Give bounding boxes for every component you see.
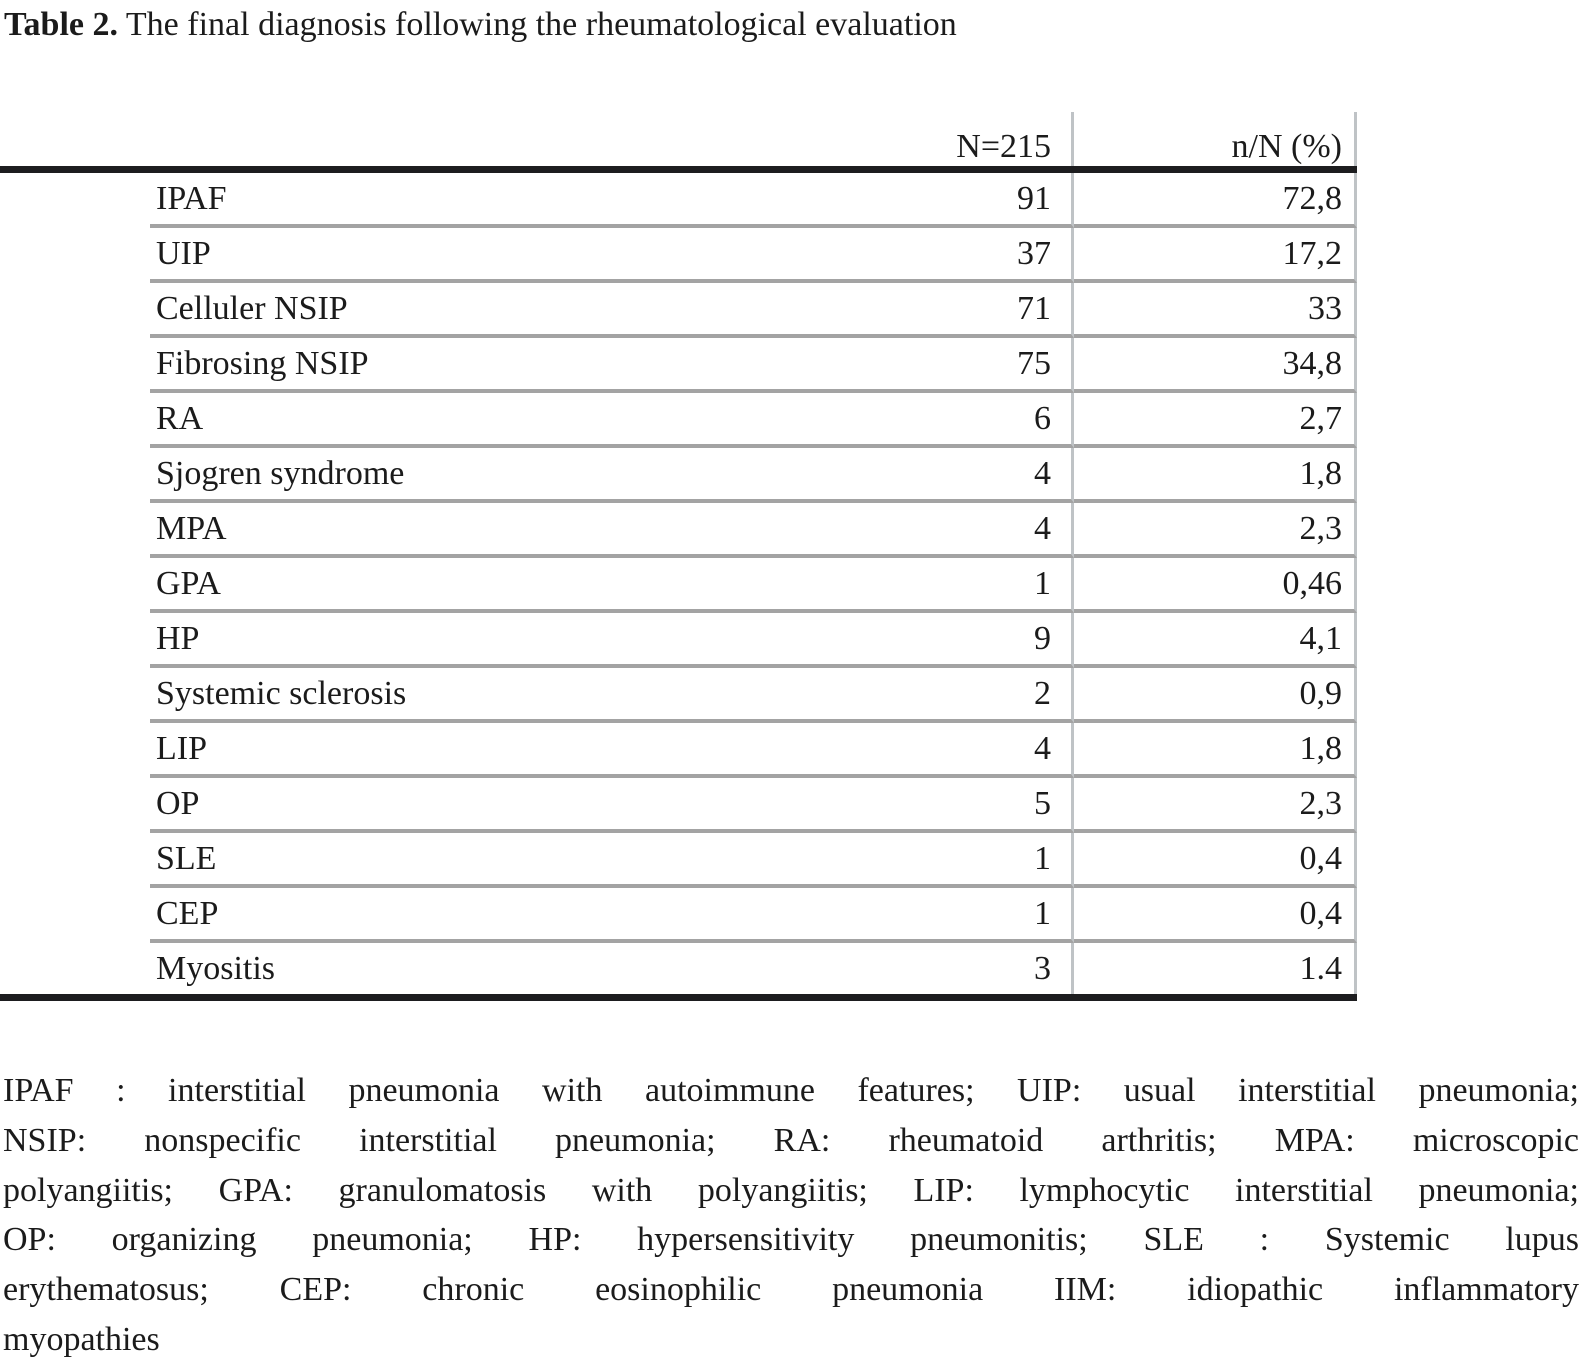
diagnosis-cell: UIP	[150, 228, 650, 283]
n-value-cell: 4	[650, 503, 1074, 558]
diagnosis-table	[0, 112, 1357, 1001]
pct-value-cell: 2,7	[1074, 393, 1357, 448]
diagnosis-cell: SLE	[150, 833, 650, 888]
table-caption	[4, 4, 1574, 45]
diagnosis-cell: IPAF	[150, 173, 650, 228]
n-value-cell: 6	[650, 393, 1074, 448]
footnote	[3, 1066, 1579, 1365]
row-indent-spacer	[0, 338, 150, 393]
diagnosis-cell: LIP	[150, 723, 650, 778]
row-indent-spacer	[0, 613, 150, 668]
row-indent-spacer	[0, 393, 150, 448]
table-row	[0, 888, 1357, 943]
n-value-cell: 71	[650, 283, 1074, 338]
pct-value-cell: 72,8	[1074, 173, 1357, 228]
diagnosis-cell: Sjogren syndrome	[150, 448, 650, 503]
row-indent-spacer	[0, 668, 150, 723]
pct-value-cell: 2,3	[1074, 778, 1357, 833]
table-row	[0, 943, 1357, 994]
row-indent-spacer	[0, 228, 150, 283]
n-value-cell: 37	[650, 228, 1074, 283]
table-top-rule	[0, 166, 1357, 173]
diagnosis-cell: MPA	[150, 503, 650, 558]
table-row	[0, 338, 1357, 393]
pct-value-cell: 1.4	[1074, 943, 1357, 994]
row-indent-spacer	[0, 888, 150, 943]
n-value-cell: 2	[650, 668, 1074, 723]
diagnosis-cell: Myositis	[156, 949, 276, 987]
diagnosis-cell: Fibrosing NSIP	[150, 338, 650, 393]
row-indent-spacer	[0, 283, 150, 338]
pct-value-cell: 33	[1074, 283, 1357, 338]
diagnosis-cell: OP	[150, 778, 650, 833]
table-row	[0, 558, 1357, 613]
table-row	[0, 778, 1357, 833]
row-indent-spacer	[0, 503, 150, 558]
table-row	[0, 448, 1357, 503]
pct-value-cell: 17,2	[1074, 228, 1357, 283]
row-indent-spacer	[0, 173, 150, 228]
n-value-cell: 1	[650, 888, 1074, 943]
table-row	[0, 173, 1357, 228]
pct-value-cell: 0,46	[1074, 558, 1357, 613]
diagnosis-cell: GPA	[150, 558, 650, 613]
n-value-cell: 91	[650, 173, 1074, 228]
pct-value-cell: 1,8	[1074, 448, 1357, 503]
row-indent-spacer	[0, 558, 150, 613]
table-bottom-rule	[0, 994, 1357, 1001]
pct-value-cell: 2,3	[1074, 503, 1357, 558]
table-row	[0, 393, 1357, 448]
n-value-cell: 5	[650, 778, 1074, 833]
pct-value-cell: 0,4	[1074, 833, 1357, 888]
diagnosis-cell: HP	[150, 613, 650, 668]
diagnosis-cell: Celluler NSIP	[150, 283, 650, 338]
column-header-n: N=215	[650, 112, 1074, 166]
pct-value-cell: 0,4	[1074, 888, 1357, 943]
row-indent-spacer	[0, 833, 150, 888]
table-caption-text: The final diagnosis following the rheumatological evaluation	[118, 6, 957, 43]
footnote-line: OP: organizing pneumonia; HP: hypersensitivity pneumonitis; SLE : Systemic lupus	[3, 1221, 1579, 1259]
n-value-cell: 75	[650, 338, 1074, 393]
n-value-cell: 4	[650, 448, 1074, 503]
table-row	[0, 503, 1357, 558]
footnote-line: myopathies	[3, 1320, 160, 1358]
pct-value-cell: 1,8	[1074, 723, 1357, 778]
table-row	[0, 613, 1357, 668]
row-indent-spacer	[0, 943, 150, 994]
row-indent-spacer	[0, 723, 150, 778]
footnote-line: erythematosus; CEP: chronic eosinophilic pneumonia IIM: idiopathic inflammatory	[3, 1271, 1579, 1309]
footnote-line: IPAF : interstitial pneumonia with autoimmune features; UIP: usual interstitial pneumonia;	[3, 1072, 1579, 1109]
diagnosis-cell: CEP	[150, 888, 650, 943]
footnote-line: polyangiitis; GPA: granulomatosis with polyangiitis; LIP: lymphocytic interstitial pneumonia;	[3, 1171, 1579, 1209]
row-indent-spacer	[0, 448, 150, 503]
table-row	[0, 668, 1357, 723]
n-value-cell: 1	[650, 558, 1074, 613]
footnote-line: NSIP: nonspecific interstitial pneumonia; RA: rheumatoid arthritis; MPA: microscopic	[3, 1121, 1579, 1159]
table-row	[0, 723, 1357, 778]
n-value-cell: 4	[650, 723, 1074, 778]
table-header-row	[0, 112, 1357, 166]
table-caption-number: Table 2.	[4, 6, 119, 43]
n-value-cell: 3	[650, 943, 1074, 994]
row-indent-spacer	[0, 778, 150, 833]
table-row	[0, 833, 1357, 888]
table-row	[0, 228, 1357, 283]
pct-value-cell: 0,9	[1074, 668, 1357, 723]
diagnosis-cell: Systemic sclerosis	[150, 668, 650, 723]
header-indent-spacer	[0, 112, 150, 166]
n-value-cell: 1	[650, 833, 1074, 888]
table-row	[0, 283, 1357, 338]
header-diagnosis-spacer	[150, 112, 650, 166]
table-body	[0, 173, 1357, 994]
pct-value-cell: 4,1	[1074, 613, 1357, 668]
diagnosis-cell: RA	[150, 393, 650, 448]
column-header-pct: n/N (%)	[1074, 112, 1357, 166]
n-value-cell: 9	[650, 613, 1074, 668]
pct-value-cell: 34,8	[1074, 338, 1357, 393]
